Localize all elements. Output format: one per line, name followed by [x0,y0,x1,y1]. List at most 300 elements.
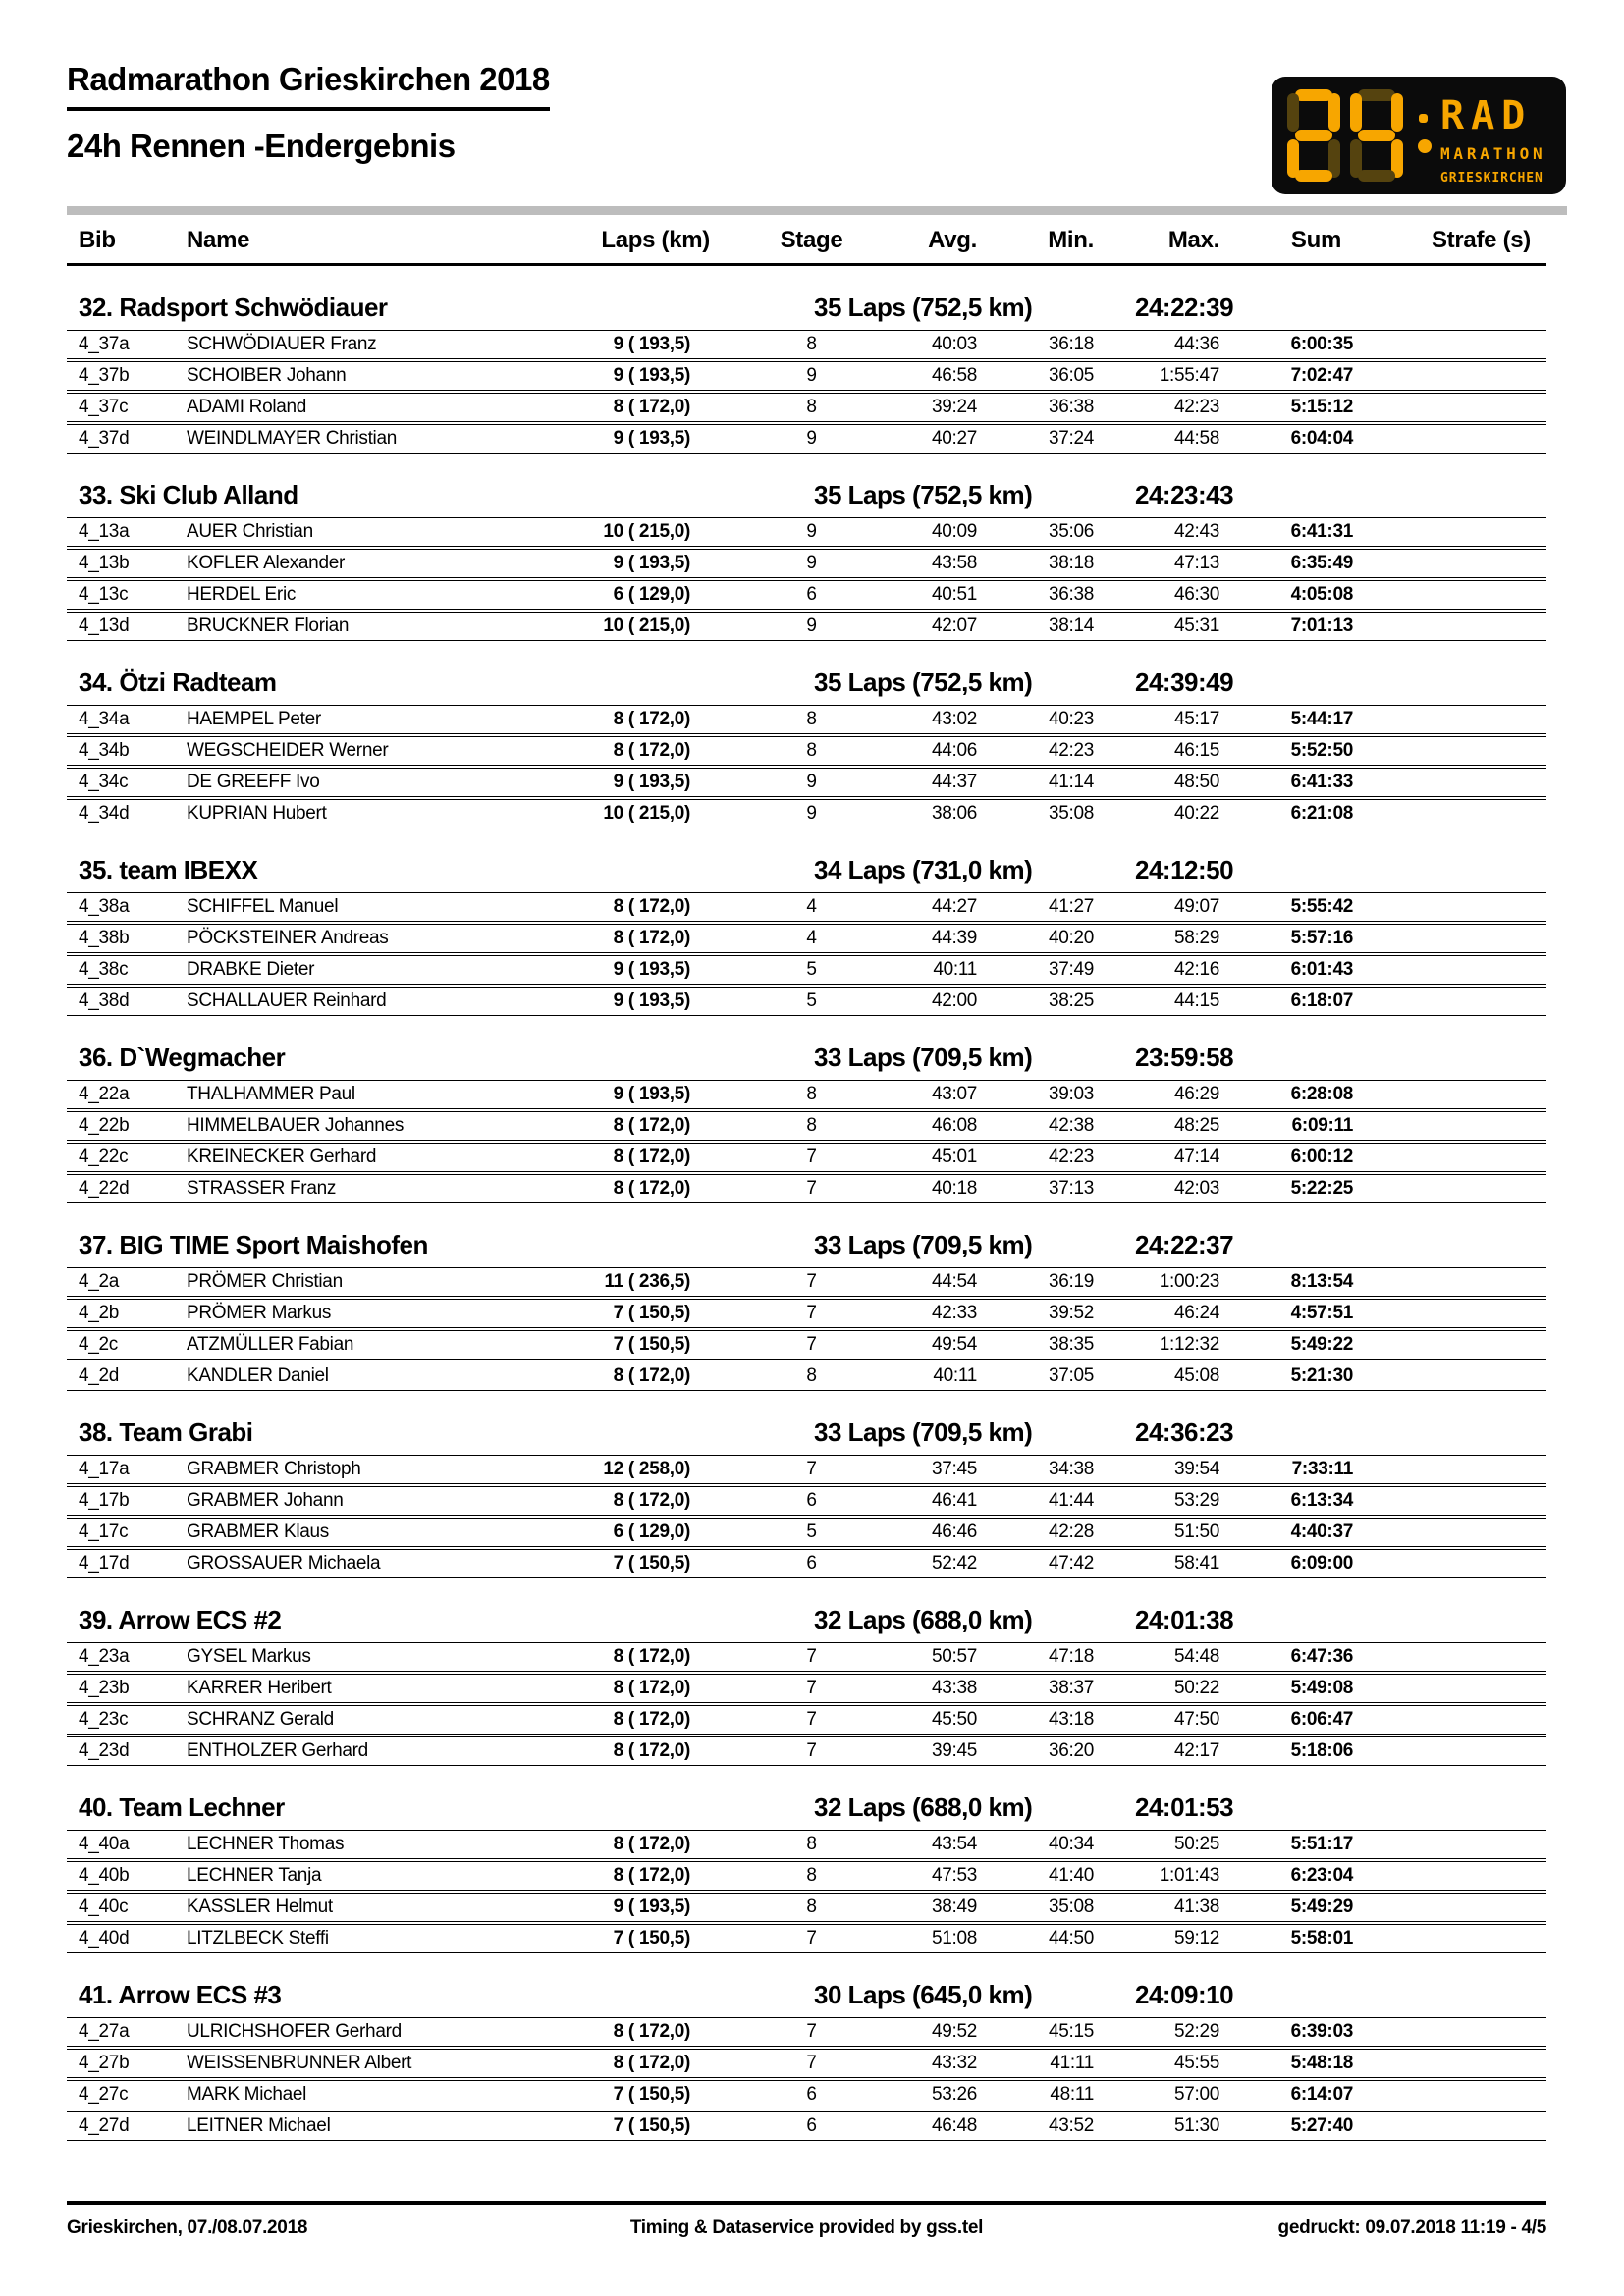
rider-name: THALHAMMER Paul [187,1084,355,1104]
rider-min: 36:20 [1048,1740,1094,1761]
rider-name: LECHNER Tanja [187,1865,322,1886]
results-table [67,206,1567,2141]
rider-max: 54:48 [1173,1646,1219,1667]
rider-laps: 9 ( 193,5) [613,1084,690,1104]
rider-name: KUPRIAN Hubert [187,803,327,824]
rider-row [67,736,1546,766]
document-subtitle: 24h Rennen -Endergebnis [67,128,456,164]
rider-avg: 46:48 [931,2115,977,2136]
team-rows [67,1642,1546,1766]
rider-min: 39:03 [1048,1084,1094,1104]
rider-avg: 46:08 [931,1115,977,1136]
rider-row [67,1924,1546,1953]
team-laps-total: 35 Laps (752,5 km) [814,293,1033,322]
team-total-time: 24:09:10 [1135,1980,1234,2009]
rider-stage: 8 [806,397,817,417]
rider-row [67,799,1546,828]
rider-bib: 4_27a [79,2021,130,2042]
rider-min: 45:15 [1048,2021,1094,2042]
rider-row [67,612,1546,641]
team-name: Arrow ECS #2 [118,1605,282,1634]
team-header [67,1041,1546,1080]
rider-bib: 4_2a [79,1271,120,1292]
rider-bib: 4_38c [79,959,129,980]
team-number: 33. [79,480,113,509]
rider-max: 45:55 [1173,2053,1219,2073]
rider-name: KASSLER Helmut [187,1896,333,1917]
team-laps-total: 35 Laps (752,5 km) [814,667,1033,697]
rider-avg: 46:46 [931,1522,977,1542]
rider-row [67,705,1546,734]
team-name: D`Wegmacher [119,1042,286,1072]
rider-name: KREINECKER Gerhard [187,1147,377,1167]
team-laps-total: 32 Laps (688,0 km) [814,1792,1033,1822]
rider-avg: 45:50 [931,1709,977,1730]
rider-max: 48:25 [1173,1115,1219,1136]
team-name: Ski Club Alland [119,480,298,509]
rider-sum: 8:13:54 [1290,1271,1353,1292]
rider-bib: 4_34a [79,709,130,729]
team-laps-total: 30 Laps (645,0 km) [814,1980,1033,2009]
rider-sum: 5:44:17 [1290,709,1353,729]
rider-name: GRABMER Christoph [187,1459,361,1479]
rider-laps: 8 ( 172,0) [613,928,690,948]
rider-name: KANDLER Daniel [187,1365,329,1386]
rider-bib: 4_34c [79,772,129,792]
rider-name: AUER Christian [187,521,313,542]
rider-sum: 6:09:11 [1291,1115,1353,1136]
rider-avg: 42:07 [931,615,977,636]
rider-name: GROSSAUER Michaela [187,1553,381,1574]
rider-name: GYSEL Markus [187,1646,311,1667]
rider-min: 37:24 [1048,428,1094,449]
rider-min: 41:27 [1048,896,1094,917]
rider-laps: 8 ( 172,0) [613,1178,690,1199]
rider-name: GRABMER Johann [187,1490,344,1511]
rider-max: 40:22 [1173,803,1219,824]
rider-avg: 38:06 [931,803,977,824]
rider-max: 48:50 [1173,772,1219,792]
rider-max: 46:29 [1173,1084,1219,1104]
rider-stage: 9 [806,553,817,573]
team-rows [67,2017,1546,2141]
rider-avg: 44:27 [931,896,977,917]
rider-avg: 49:52 [931,2021,977,2042]
event-logo [1272,77,1566,194]
team-total-time: 24:36:23 [1135,1417,1234,1447]
rider-stage: 7 [806,2021,817,2042]
team-rows [67,705,1546,828]
team-title [79,480,814,510]
rider-row [67,1549,1546,1578]
rider-stage: 8 [806,709,817,729]
rider-bib: 4_40a [79,1834,130,1854]
rider-row [67,393,1546,422]
team-name: Arrow ECS #3 [118,1980,282,2009]
rider-name: PÖCKSTEINER Andreas [187,928,389,948]
rider-min: 41:11 [1050,2053,1094,2073]
rider-min: 41:44 [1048,1490,1094,1511]
rider-bib: 4_22b [79,1115,130,1136]
rider-laps: 9 ( 193,5) [613,772,690,792]
rider-sum: 6:41:33 [1290,772,1353,792]
rider-sum: 6:14:07 [1290,2084,1353,2105]
team-name: Team Lechner [119,1792,285,1822]
rider-name: BRUCKNER Florian [187,615,350,636]
rider-row [67,1362,1546,1391]
column-header-name: Name [187,227,250,253]
rider-laps: 7 ( 150,5) [613,1553,690,1574]
rider-bib: 4_17b [79,1490,130,1511]
rider-min: 37:05 [1048,1365,1094,1386]
rider-min: 41:14 [1048,772,1094,792]
rider-stage: 7 [806,1740,817,1761]
team-section [67,1978,1567,2141]
column-header-max: Max. [1167,227,1219,253]
rider-bib: 4_2d [79,1365,120,1386]
rider-stage: 5 [806,1522,817,1542]
rider-stage: 8 [806,334,817,354]
rider-max: 47:13 [1173,553,1219,573]
logo-text-marathon: MARATHON [1440,144,1546,163]
rider-stage: 7 [806,1709,817,1730]
rider-laps: 9 ( 193,5) [613,1896,690,1917]
rider-laps: 9 ( 193,5) [613,334,690,354]
rider-row [67,1174,1546,1203]
rider-avg: 42:33 [931,1303,977,1323]
rider-bib: 4_22c [79,1147,129,1167]
rider-bib: 4_13c [79,584,129,605]
rider-stage: 4 [806,896,817,917]
team-laps-total: 33 Laps (709,5 km) [814,1230,1033,1259]
rider-stage: 7 [806,2053,817,2073]
rider-sum: 6:28:08 [1290,1084,1353,1104]
rider-bib: 4_38a [79,896,130,917]
team-header [67,1415,1546,1455]
rider-max: 45:31 [1173,615,1219,636]
seven-segment-display [1272,77,1566,194]
rider-max: 59:12 [1173,1928,1219,1949]
rider-avg: 40:27 [931,428,977,449]
rider-max: 42:16 [1173,959,1219,980]
rider-bib: 4_23d [79,1740,130,1761]
team-number: 35. [79,855,113,884]
rider-laps: 8 ( 172,0) [613,1490,690,1511]
rider-min: 47:42 [1048,1553,1094,1574]
rider-name: PRÖMER Christian [187,1271,343,1292]
team-number: 32. [79,293,113,322]
rider-stage: 6 [806,2084,817,2105]
rider-name: SCHIFFEL Manuel [187,896,339,917]
team-header [67,1978,1546,2017]
rider-avg: 45:01 [931,1147,977,1167]
team-laps-total: 33 Laps (709,5 km) [814,1417,1033,1447]
rider-sum: 5:22:25 [1290,1178,1353,1199]
rider-min: 42:23 [1048,1147,1094,1167]
rider-max: 47:50 [1173,1709,1219,1730]
team-rows [67,892,1546,1016]
rider-row [67,1111,1546,1141]
column-header-min: Min. [1048,227,1094,253]
rider-row [67,768,1546,797]
rider-stage: 7 [806,1303,817,1323]
rider-min: 40:23 [1048,709,1094,729]
rider-min: 43:18 [1048,1709,1094,1730]
rider-min: 38:14 [1048,615,1094,636]
rider-name: PRÖMER Markus [187,1303,332,1323]
column-header-avg: Avg. [928,227,977,253]
rider-stage: 7 [806,1646,817,1667]
team-header [67,853,1546,892]
rider-max: 58:41 [1173,1553,1219,1574]
team-name: team IBEXX [119,855,258,884]
rider-max: 50:25 [1173,1834,1219,1854]
team-number: 37. [79,1230,113,1259]
footer-timing-credit: Timing & Dataservice provided by gss.tel [629,2217,984,2238]
rider-avg: 37:45 [931,1459,977,1479]
rider-sum: 5:49:29 [1290,1896,1353,1917]
rider-bib: 4_34d [79,803,130,824]
rider-max: 39:54 [1173,1459,1219,1479]
rider-stage: 6 [806,584,817,605]
rider-min: 44:50 [1048,1928,1094,1949]
rider-name: DRABKE Dieter [187,959,315,980]
rider-row [67,1267,1546,1297]
rider-avg: 43:32 [931,2053,977,2073]
rider-row [67,987,1546,1016]
rider-stage: 8 [806,1865,817,1886]
rider-laps: 8 ( 172,0) [613,1740,690,1761]
rider-avg: 44:37 [931,772,977,792]
team-number: 34. [79,667,113,697]
team-total-time: 24:01:53 [1135,1792,1234,1822]
rider-stage: 9 [806,365,817,386]
rider-max: 58:29 [1173,928,1219,948]
team-total-time: 24:23:43 [1135,480,1234,509]
rider-min: 35:08 [1048,1896,1094,1917]
rider-row [67,955,1546,985]
footer-print-info: gedruckt: 09.07.2018 11:19 - 4/5 [1277,2217,1546,2238]
rider-min: 41:40 [1048,1865,1094,1886]
rider-bib: 4_23b [79,1678,130,1698]
rider-avg: 49:54 [931,1334,977,1355]
rider-sum: 5:51:17 [1290,1834,1353,1854]
rider-sum: 6:39:03 [1290,2021,1353,2042]
document-footer [67,2201,1546,2239]
rider-laps: 8 ( 172,0) [613,1834,690,1854]
rider-stage: 7 [806,1459,817,1479]
rider-bib: 4_17a [79,1459,130,1479]
rider-row [67,2111,1546,2141]
rider-sum: 6:41:31 [1290,521,1353,542]
team-name: Radsport Schwödiauer [119,293,388,322]
rider-avg: 53:26 [931,2084,977,2105]
team-section [67,291,1567,454]
rider-sum: 6:47:36 [1290,1646,1353,1667]
rider-laps: 8 ( 172,0) [613,740,690,761]
footer-location-date: Grieskirchen, 07./08.07.2018 [67,2217,308,2238]
team-title [79,1230,814,1260]
rider-row [67,1486,1546,1516]
rider-sum: 5:49:08 [1290,1678,1353,1698]
rider-sum: 5:58:01 [1290,1928,1353,1949]
rider-row [67,1705,1546,1735]
rider-stage: 9 [806,428,817,449]
rider-stage: 8 [806,740,817,761]
rider-min: 42:38 [1048,1115,1094,1136]
team-title [79,1605,814,1635]
rider-row [67,1080,1546,1109]
rider-name: HIMMELBAUER Johannes [187,1115,405,1136]
rider-stage: 5 [806,959,817,980]
column-header-sum: Sum [1290,227,1341,253]
rider-sum: 6:00:35 [1290,334,1353,354]
rider-bib: 4_13d [79,615,130,636]
rider-sum: 6:18:07 [1290,990,1353,1011]
rider-bib: 4_38b [79,928,130,948]
rider-min: 38:25 [1048,990,1094,1011]
rider-bib: 4_38d [79,990,130,1011]
rider-avg: 44:54 [931,1271,977,1292]
rider-laps: 9 ( 193,5) [613,959,690,980]
rider-row [67,549,1546,578]
rider-avg: 46:41 [931,1490,977,1511]
rider-laps: 6 ( 129,0) [613,584,690,605]
rider-laps: 8 ( 172,0) [613,1646,690,1667]
rider-stage: 8 [806,1365,817,1386]
rider-avg: 39:45 [931,1740,977,1761]
rider-min: 42:23 [1048,740,1094,761]
column-header-stage: Stage [780,227,843,253]
rider-laps: 10 ( 215,0) [603,521,690,542]
rider-bib: 4_13a [79,521,130,542]
header-divider-bar [67,206,1567,215]
rider-max: 1:12:32 [1159,1334,1219,1355]
rider-max: 53:29 [1173,1490,1219,1511]
rider-row [67,2017,1546,2047]
rider-stage: 4 [806,928,817,948]
rider-avg: 40:51 [931,584,977,605]
team-rows [67,1455,1546,1578]
team-section [67,478,1567,641]
rider-min: 35:08 [1048,803,1094,824]
rider-bib: 4_34b [79,740,130,761]
rider-stage: 6 [806,2115,817,2136]
rider-name: SCHWÖDIAUER Franz [187,334,377,354]
teams [67,291,1567,2141]
rider-max: 45:17 [1173,709,1219,729]
rider-row [67,1330,1546,1360]
rider-laps: 9 ( 193,5) [613,365,690,386]
team-rows [67,517,1546,641]
rider-min: 40:34 [1048,1834,1094,1854]
rider-stage: 7 [806,1334,817,1355]
rider-row [67,1736,1546,1766]
rider-max: 44:58 [1173,428,1219,449]
rider-sum: 5:27:40 [1290,2115,1353,2136]
team-number: 39. [79,1605,113,1634]
rider-laps: 7 ( 150,5) [613,1303,690,1323]
rider-row [67,892,1546,922]
rider-name: ENTHOLZER Gerhard [187,1740,368,1761]
rider-sum: 4:40:37 [1290,1522,1353,1542]
rider-max: 1:01:43 [1159,1865,1219,1886]
rider-laps: 8 ( 172,0) [613,2021,690,2042]
team-header [67,666,1546,705]
rider-avg: 50:57 [931,1646,977,1667]
team-number: 36. [79,1042,113,1072]
rider-max: 57:00 [1173,2084,1219,2105]
team-header [67,1228,1546,1267]
rider-max: 46:15 [1173,740,1219,761]
column-header-bib: Bib [79,227,116,253]
rider-name: LITZLBECK Steffi [187,1928,329,1949]
rider-sum: 6:09:00 [1290,1553,1353,1574]
team-section [67,1041,1567,1203]
rider-min: 42:28 [1048,1522,1094,1542]
rider-laps: 8 ( 172,0) [613,896,690,917]
rider-laps: 8 ( 172,0) [613,1678,690,1698]
team-number: 40. [79,1792,113,1822]
rider-sum: 5:15:12 [1290,397,1353,417]
team-total-time: 24:22:39 [1135,293,1234,322]
rider-name: KOFLER Alexander [187,553,346,573]
rider-avg: 46:58 [931,365,977,386]
team-section [67,853,1567,1016]
team-total-time: 24:39:49 [1135,667,1234,697]
rider-max: 47:14 [1173,1147,1219,1167]
rider-laps: 7 ( 150,5) [613,2084,690,2105]
rider-stage: 7 [806,1678,817,1698]
team-laps-total: 35 Laps (752,5 km) [814,480,1033,509]
rider-name: SCHALLAUER Reinhard [187,990,387,1011]
rider-avg: 40:09 [931,521,977,542]
rider-laps: 9 ( 193,5) [613,428,690,449]
rider-avg: 47:53 [931,1865,977,1886]
rider-max: 42:23 [1173,397,1219,417]
rider-name: ADAMI Roland [187,397,307,417]
rider-min: 36:38 [1048,397,1094,417]
rider-name: SCHOIBER Johann [187,365,347,386]
rider-stage: 7 [806,1147,817,1167]
team-name: Team Grabi [119,1417,253,1447]
rider-avg: 40:18 [931,1178,977,1199]
column-header-strafe: Strafe (s) [1431,227,1531,253]
rider-avg: 43:58 [931,553,977,573]
rider-sum: 5:57:16 [1290,928,1353,948]
rider-name: GRABMER Klaus [187,1522,329,1542]
rider-sum: 4:57:51 [1290,1303,1353,1323]
team-total-time: 23:59:58 [1135,1042,1234,1072]
document-title: Radmarathon Grieskirchen 2018 [67,61,550,111]
rider-sum: 7:01:13 [1290,615,1353,636]
rider-laps: 8 ( 172,0) [613,397,690,417]
rider-avg: 51:08 [931,1928,977,1949]
rider-laps: 12 ( 258,0) [603,1459,690,1479]
rider-max: 44:15 [1173,990,1219,1011]
team-laps-total: 32 Laps (688,0 km) [814,1605,1033,1634]
rider-row [67,1830,1546,1859]
rider-laps: 8 ( 172,0) [613,1365,690,1386]
rider-name: HAEMPEL Peter [187,709,321,729]
rider-sum: 5:49:22 [1290,1334,1353,1355]
team-section [67,1415,1567,1578]
rider-row [67,1642,1546,1672]
team-header [67,1603,1546,1642]
team-title [79,1980,814,2010]
rider-bib: 4_37d [79,428,130,449]
rider-avg: 40:11 [933,959,977,980]
